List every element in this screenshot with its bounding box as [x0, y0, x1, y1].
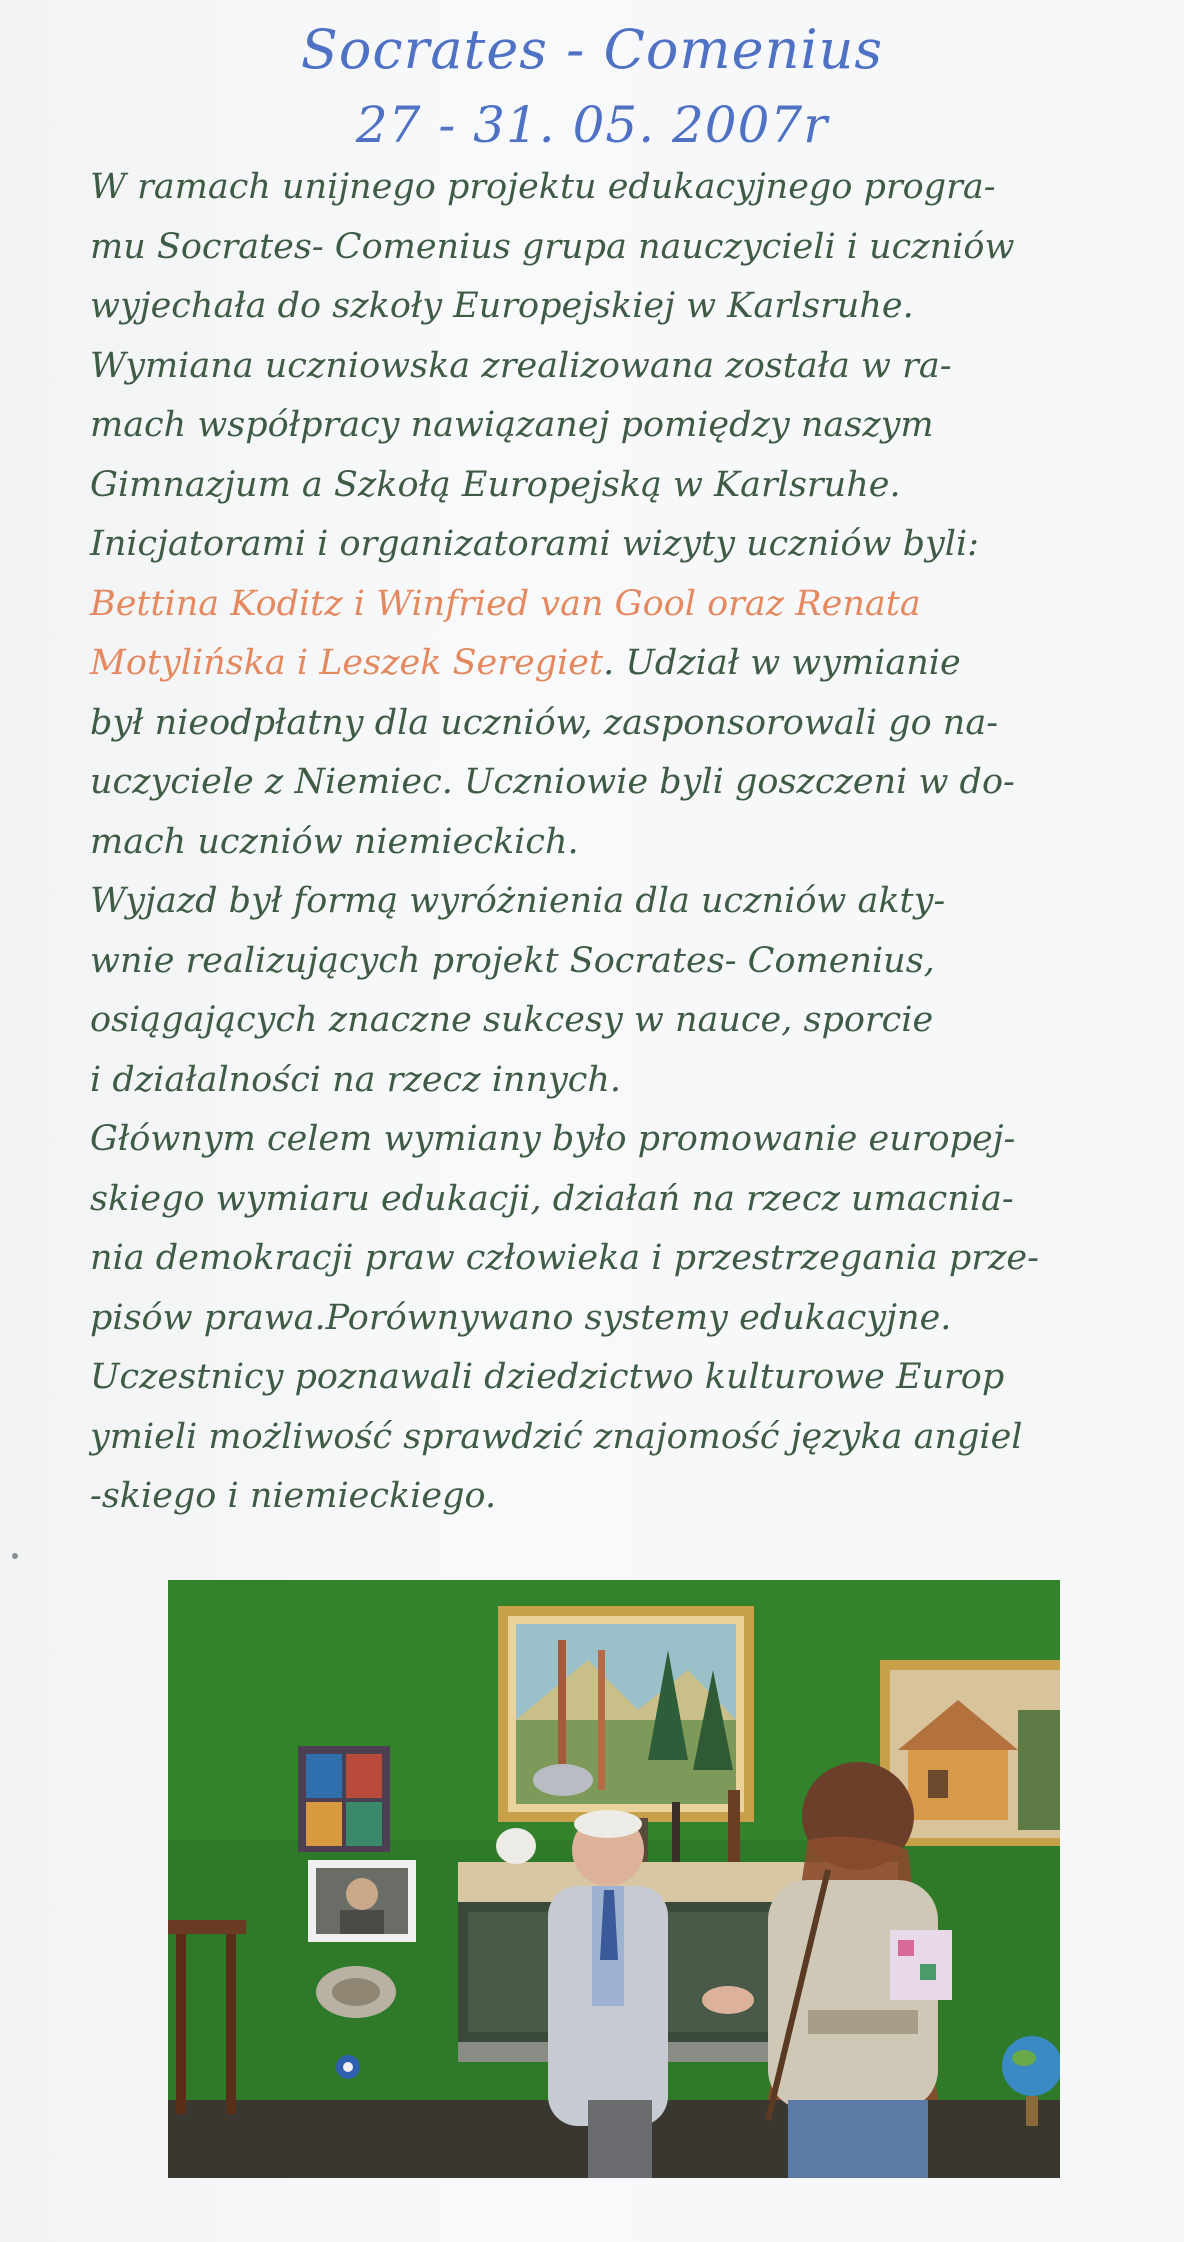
text-line [90, 1289, 1080, 1349]
text-span: osiągających znaczne sukcesy w nauce, sporcie [90, 1000, 934, 1040]
side-table [168, 1920, 246, 1934]
page-title: Socrates - Comenius [300, 18, 884, 81]
text-span: mu Socrates- Comenius grupa nauczycieli i uczniów [90, 226, 1015, 267]
text-line [90, 1051, 1080, 1111]
text-span: Głównym celem wymiany było promowanie europej- [90, 1119, 1016, 1159]
text-line [90, 1229, 1080, 1289]
stained-glass-panel [298, 1746, 390, 1852]
text-line [90, 515, 1080, 575]
event-dates: 27 - 31. 05. 2007r [355, 96, 829, 154]
framed-portrait [308, 1860, 416, 1942]
text-line [90, 813, 1080, 873]
text-line [90, 158, 1080, 218]
text-line [90, 991, 1080, 1051]
text-span: i działalności na rzecz innych. [90, 1059, 622, 1100]
text-line [90, 1348, 1080, 1408]
scan-speck [12, 1553, 18, 1559]
text-span: mach współpracy nawiązanej pomiędzy naszym [90, 405, 934, 445]
text-span: mach uczniów niemieckich. [90, 821, 579, 862]
organizers-names: Bettina Koditz i Winfried van Gool oraz Renata [90, 583, 921, 624]
text-line [90, 634, 1080, 694]
handshake [702, 1986, 754, 2014]
text-span: uczyciele z Niemiec. Uczniowie byli goszczeni w do- [90, 762, 1015, 802]
text-span: wnie realizujących projekt Socrates- Comenius, [90, 940, 935, 981]
text-span: Inicjatorami i organizatorami wizyty uczniów byli: [90, 524, 979, 564]
text-span: pisów prawa.Porównywano systemy edukacyjne. [90, 1297, 952, 1338]
text-line [90, 753, 1080, 813]
text-line [90, 575, 1080, 635]
event-photo [168, 1580, 1060, 2178]
text-line [90, 1467, 1080, 1527]
text-line [90, 1110, 1080, 1170]
text-line [90, 277, 1080, 337]
text-span: Uczestnicy poznawali dziedzictwo kulturowe Europ [90, 1357, 1005, 1397]
text-line [90, 337, 1080, 397]
text-line [90, 218, 1080, 278]
text-line [90, 456, 1080, 516]
text-span: W ramach unijnego projektu edukacyjnego progra- [90, 167, 996, 207]
text-span: skiego wymiaru edukacji, działań na rzecz umacnia- [90, 1178, 1014, 1219]
landscape-painting [498, 1606, 754, 1822]
article-text [90, 158, 1080, 1527]
text-line [90, 932, 1080, 992]
text-span: Gimnazjum a Szkołą Europejską w Karlsruhe. [90, 464, 901, 505]
text-line [90, 1170, 1080, 1230]
text-span: ymieli możliwość sprawdzić znajomość języka angiel [90, 1416, 1023, 1457]
text-span: Wymiana uczniowska zrealizowana została w ra- [90, 345, 952, 386]
event-photo-illustration [168, 1580, 1060, 2178]
text-line [90, 1408, 1080, 1468]
text-span: -skiego i niemieckiego. [90, 1476, 497, 1516]
text-span: nia demokracji praw człowieka i przestrzegania prze- [90, 1238, 1039, 1278]
organizers-names: Motylińska i Leszek Seregiet [90, 643, 604, 683]
text-line [90, 872, 1080, 932]
text-line [90, 396, 1080, 456]
text-span: wyjechała do szkoły Europejskiej w Karlsruhe. [90, 286, 914, 326]
text-line [90, 694, 1080, 754]
text-span: . Udział w wymianie [603, 643, 961, 683]
sculpture [672, 1802, 680, 1862]
white-sculpture [496, 1828, 536, 1864]
text-span: Wyjazd był formą wyróżnienia dla uczniów akty- [90, 881, 946, 921]
text-span: był nieodpłatny dla uczniów, zasponsorowali go na- [90, 702, 999, 743]
